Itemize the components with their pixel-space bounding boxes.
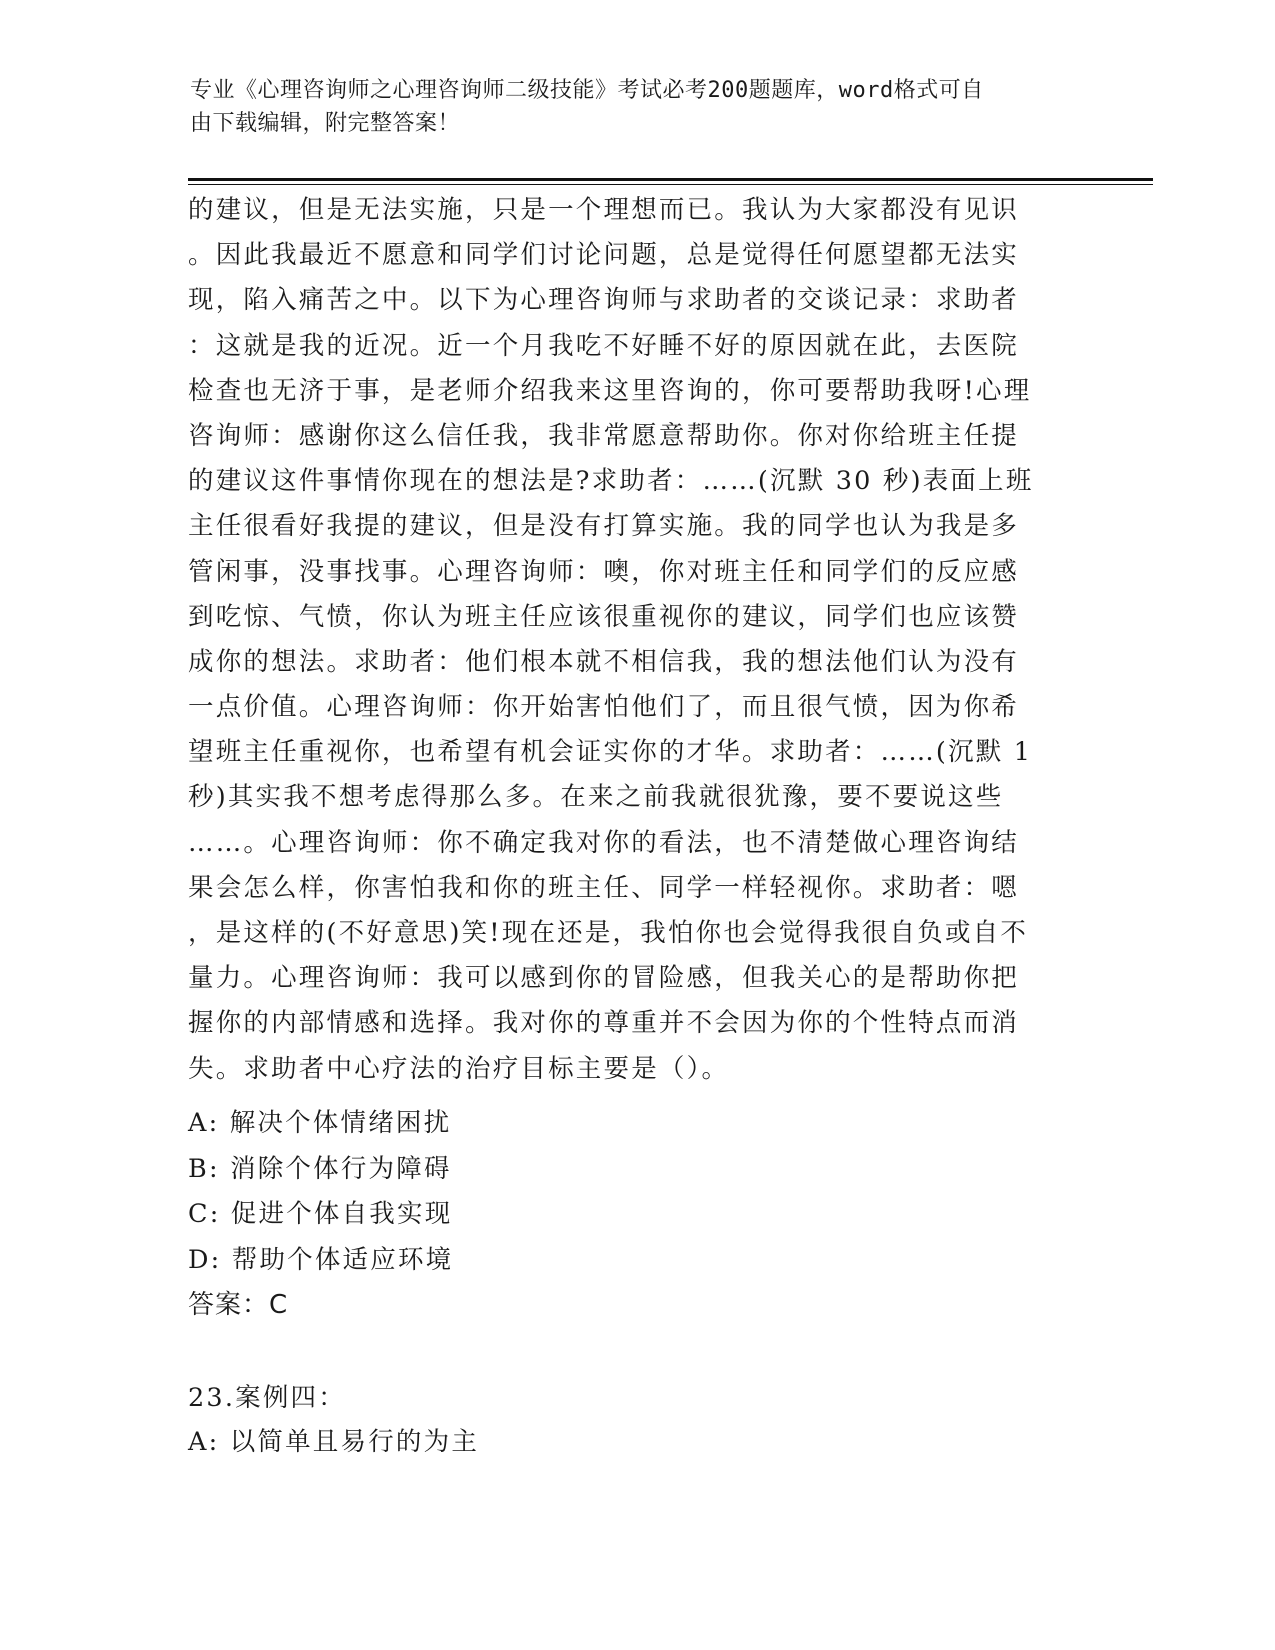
- passage-line: 的建议这件事情你现在的想法是?求助者：……(沉默 30 秒)表面上班: [188, 466, 1034, 497]
- header-divider-thin: [188, 184, 1153, 185]
- next-question-title: 23.案例四：: [188, 1383, 346, 1413]
- passage-line: 咨询师：感谢你这么信任我，我非常愿意帮助你。你对你给班主任提: [188, 420, 1020, 451]
- passage-line: ：这就是我的近况。近一个月我吃不好睡不好的原因就在此，去医院: [188, 330, 1020, 361]
- passage-line: 的建议，但是无法实施，只是一个理想而已。我认为大家都没有见识: [188, 195, 1020, 225]
- passage-line: 成你的想法。求助者：他们根本就不相信我，我的想法他们认为没有: [188, 646, 1020, 677]
- passage-line: 现，陷入痛苦之中。以下为心理咨询师与求助者的交谈记录：求助者: [188, 285, 1020, 316]
- next-question-option-a: A: 以简单且易行的为主: [188, 1427, 480, 1457]
- header-title-line-1: 专业《心理咨询师之心理咨询师二级技能》考试必考200题题库，word格式可自: [190, 78, 984, 103]
- passage-line: 握你的内部情感和选择。我对你的尊重并不会因为你的个性特点而消: [188, 1008, 1020, 1039]
- answer-options: [188, 1101, 453, 1283]
- option-d: D: 帮助个体适应环境: [188, 1244, 454, 1275]
- passage-line: 主任很看好我提的建议，但是没有打算实施。我的同学也认为我是多: [188, 511, 1020, 542]
- option-c: C: 促进个体自我实现: [188, 1199, 453, 1229]
- header-divider-thick: [188, 178, 1153, 181]
- passage-line: 检查也无济于事，是老师介绍我来这里咨询的，你可要帮助我呀!心理: [188, 375, 1032, 406]
- option-a: A: 解决个体情绪困扰: [188, 1108, 452, 1138]
- passage-line: 量力。心理咨询师：我可以感到你的冒险感，但我关心的是帮助你把: [188, 963, 1020, 994]
- passage-line: 望班主任重视你，也希望有机会证实你的才华。求助者：……(沉默 1: [188, 737, 1033, 768]
- passage-line: 一点价值。心理咨询师：你开始害怕他们了，而且很气愤，因为你希: [188, 692, 1020, 723]
- passage-line: 果会怎么样，你害怕我和你的班主任、同学一样轻视你。求助者：嗯: [188, 872, 1020, 903]
- option-b: B: 消除个体行为障碍: [188, 1153, 452, 1184]
- passage-line: 管闲事，没事找事。心理咨询师：噢，你对班主任和同学们的反应感: [188, 556, 1020, 587]
- page-header: [190, 74, 1070, 140]
- next-question-options: [188, 1420, 479, 1466]
- passage-line: 失。求助者中心疗法的治疗目标主要是（）。: [188, 1053, 730, 1084]
- answer-key: 答案：C: [188, 1290, 289, 1320]
- question-passage: [188, 188, 1068, 1092]
- passage-line: 到吃惊、气愤，你认为班主任应该很重视你的建议，同学们也应该赞: [188, 601, 1020, 632]
- passage-line: ……。心理咨询师：你不确定我对你的看法，也不清楚做心理咨询结: [188, 827, 1020, 858]
- passage-line: 。因此我最近不愿意和同学们讨论问题，总是觉得任何愿望都无法实: [188, 240, 1020, 271]
- header-title-line-2: 由下载编辑，附完整答案！: [190, 111, 461, 136]
- passage-line: 秒)其实我不想考虑得那么多。在来之前我就很犹豫，要不要说这些: [188, 782, 1004, 813]
- passage-line: ，是这样的(不好意思)笑!现在还是，我怕你也会觉得我很自负或自不: [188, 918, 1029, 948]
